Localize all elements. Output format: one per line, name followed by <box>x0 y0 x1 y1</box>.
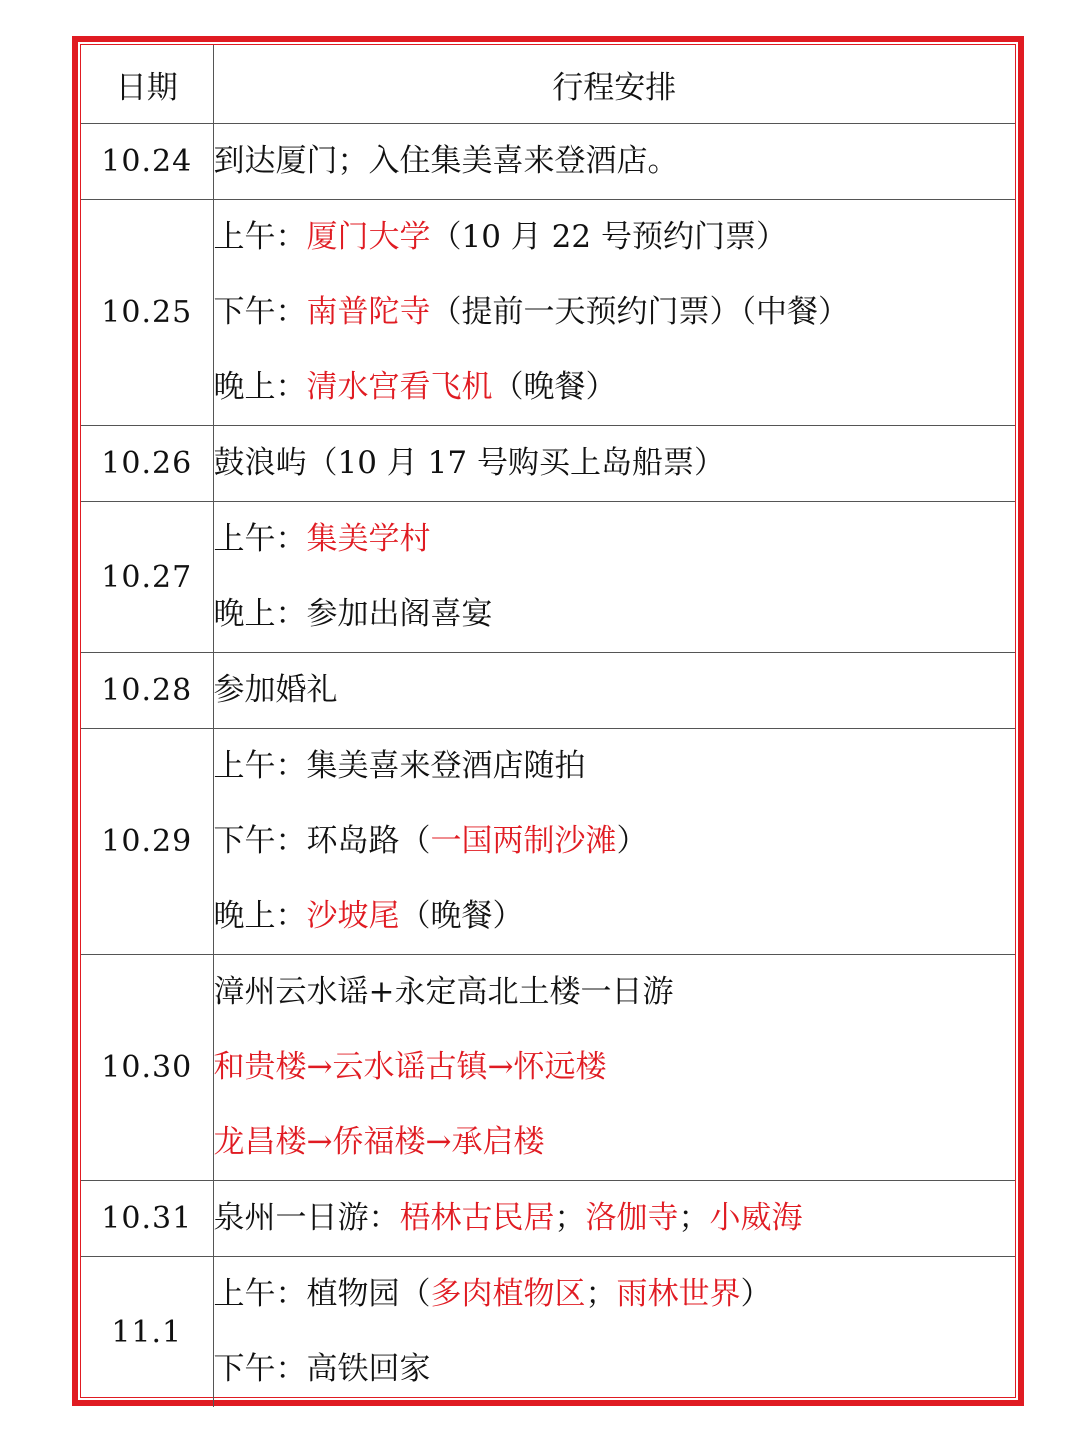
highlighted-destination: 和贵楼→云水谣古镇→怀远楼 <box>213 1049 607 1085</box>
plan-line <box>214 426 1016 501</box>
plan-text: 到达厦门；入住集美喜来登酒店。 <box>213 143 679 179</box>
plan-cell <box>213 729 1015 955</box>
date-cell: 10.31 <box>81 1181 213 1257</box>
plan-cell <box>213 653 1015 729</box>
date-cell: 10.29 <box>81 729 213 955</box>
plan-text: 上午：植物园（ <box>213 1276 431 1312</box>
highlighted-destination: 清水宫看飞机 <box>306 369 493 405</box>
plan-line <box>214 350 1016 425</box>
itinerary-inner-frame <box>80 44 1016 1398</box>
highlighted-destination: 集美学村 <box>306 521 431 557</box>
itinerary-table <box>81 45 1015 1407</box>
plan-text: （晚餐） <box>492 369 617 405</box>
date-cell: 10.25 <box>81 200 213 426</box>
header-row <box>81 45 1015 124</box>
table-row <box>81 1181 1015 1257</box>
plan-column-header: 行程安排 <box>213 45 1015 124</box>
plan-text: ； <box>585 1276 617 1312</box>
plan-text: 下午：高铁回家 <box>213 1351 431 1387</box>
date-cell: 11.1 <box>81 1257 213 1408</box>
table-row <box>81 1257 1015 1408</box>
highlighted-destination: 一国两制沙滩 <box>430 823 617 859</box>
date-cell: 10.24 <box>81 124 213 200</box>
plan-text: （晚餐） <box>399 898 524 934</box>
plan-line <box>214 804 1016 879</box>
plan-cell <box>213 955 1015 1181</box>
plan-line <box>214 1181 1016 1256</box>
highlighted-destination: 多肉植物区 <box>430 1276 586 1312</box>
plan-text: ） <box>616 823 648 859</box>
highlighted-destination: 洛伽寺 <box>585 1200 679 1236</box>
plan-line <box>214 879 1016 954</box>
date-cell: 10.30 <box>81 955 213 1181</box>
highlighted-destination: 梧林古民居 <box>399 1200 555 1236</box>
plan-line <box>214 729 1016 804</box>
date-cell: 10.28 <box>81 653 213 729</box>
table-row <box>81 124 1015 200</box>
table-row <box>81 729 1015 955</box>
plan-cell <box>213 1181 1015 1257</box>
plan-text: 泉州一日游： <box>213 1200 400 1236</box>
table-row <box>81 502 1015 653</box>
plan-text: ； <box>678 1200 710 1236</box>
plan-text: 晚上： <box>213 898 307 934</box>
highlighted-destination: 雨林世界 <box>616 1276 741 1312</box>
table-row <box>81 955 1015 1181</box>
plan-text: 漳州云水谣+永定高北土楼一日游 <box>213 974 674 1010</box>
plan-text: 上午： <box>213 521 307 557</box>
plan-text: （提前一天预约门票）（中餐） <box>430 294 849 330</box>
plan-text: 上午： <box>213 219 307 255</box>
plan-text: 鼓浪屿（10 月 17 号购买上岛船票） <box>213 445 725 481</box>
plan-line <box>214 1332 1016 1407</box>
plan-cell <box>213 200 1015 426</box>
table-row <box>81 200 1015 426</box>
plan-text: 上午：集美喜来登酒店随拍 <box>213 748 586 784</box>
highlighted-destination: 南普陀寺 <box>306 294 431 330</box>
plan-line <box>214 200 1016 275</box>
plan-line <box>214 1257 1016 1332</box>
plan-line <box>214 1105 1016 1180</box>
plan-text: 下午：环岛路（ <box>213 823 431 859</box>
plan-cell <box>213 502 1015 653</box>
date-cell: 10.26 <box>81 426 213 502</box>
plan-line <box>214 577 1016 652</box>
plan-cell <box>213 124 1015 200</box>
plan-text: （10 月 22 号预约门票） <box>430 219 787 255</box>
plan-text: 下午： <box>213 294 307 330</box>
date-column-header: 日期 <box>81 45 213 124</box>
plan-cell <box>213 1257 1015 1408</box>
table-row <box>81 653 1015 729</box>
plan-text: ） <box>740 1276 772 1312</box>
highlighted-destination: 沙坡尾 <box>306 898 400 934</box>
itinerary-frame <box>72 36 1024 1406</box>
highlighted-destination: 小威海 <box>709 1200 803 1236</box>
plan-cell <box>213 426 1015 502</box>
date-cell: 10.27 <box>81 502 213 653</box>
plan-text: ； <box>554 1200 586 1236</box>
table-row <box>81 426 1015 502</box>
plan-text: 参加婚礼 <box>213 672 338 708</box>
plan-line <box>214 1030 1016 1105</box>
plan-line <box>214 124 1016 199</box>
plan-text: 晚上：参加出阁喜宴 <box>213 596 493 632</box>
plan-line <box>214 653 1016 728</box>
highlighted-destination: 龙昌楼→侨福楼→承启楼 <box>213 1124 545 1160</box>
highlighted-destination: 厦门大学 <box>306 219 431 255</box>
plan-text: 晚上： <box>213 369 307 405</box>
plan-line <box>214 955 1016 1030</box>
plan-line <box>214 275 1016 350</box>
plan-line <box>214 502 1016 577</box>
